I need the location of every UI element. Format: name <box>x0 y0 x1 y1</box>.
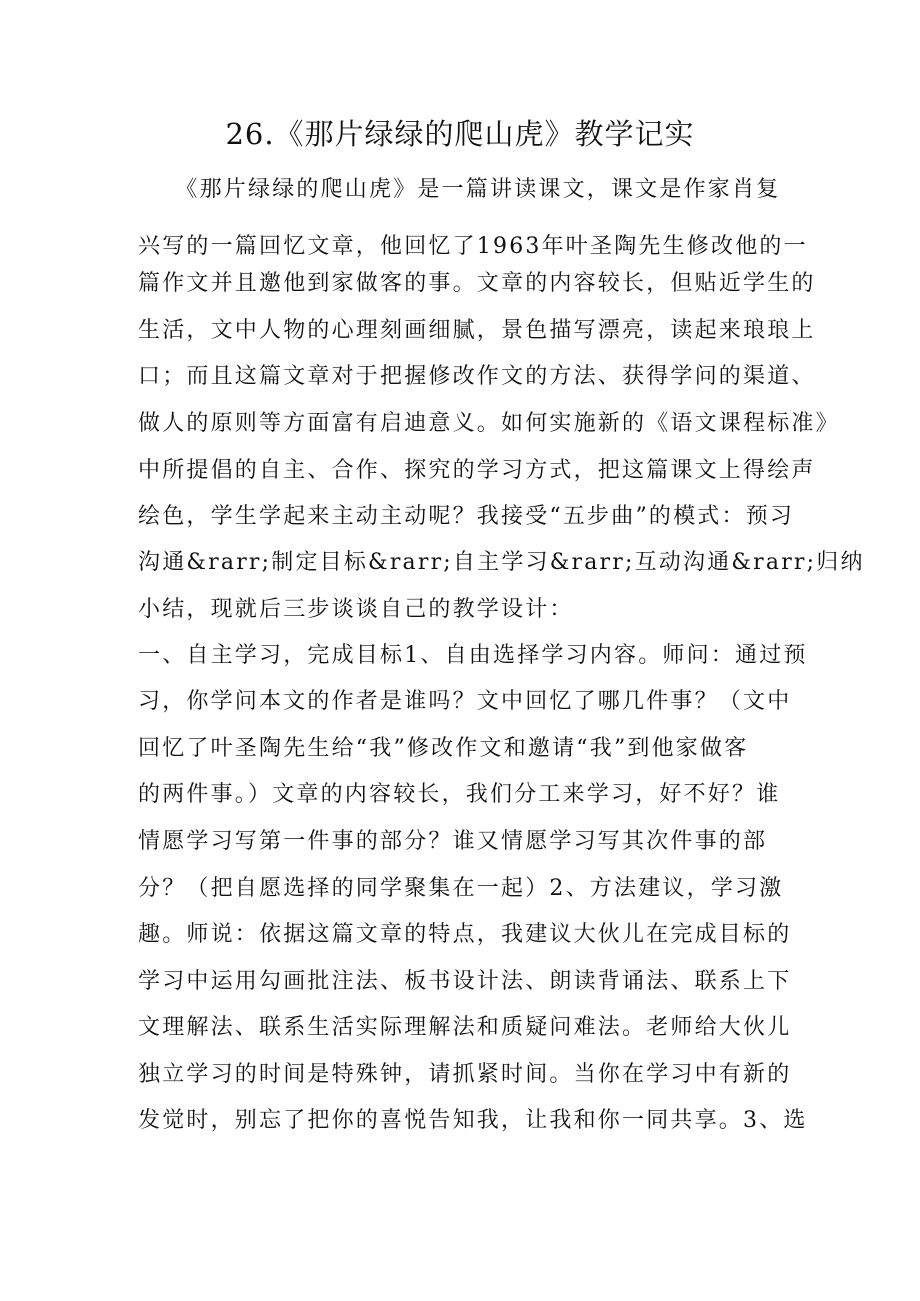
paragraph-line: 中所提倡的自主、合作、探究的学习方式，把这篇课文上得绘声 <box>138 458 816 483</box>
paragraph-line: 情愿学习写第一件事的部分？谁又情愿学习写其次件事的部 <box>138 829 768 854</box>
paragraph-line: 绘色，学生学起来主动主动呢？我接受“五步曲”的模式：预习 <box>138 504 795 529</box>
paragraph-line: 回忆了叶圣陶先生给“我”修改作文和邀请“我”到他家做客 <box>138 736 749 761</box>
paragraph-line: 小结，现就后三步谈谈自己的教学设计： <box>138 597 574 622</box>
paragraph-line: 分？（把自愿选择的同学聚集在一起）2、方法建议，学习激 <box>138 876 784 901</box>
paragraph-line: 《那片绿绿的爬山虎》是一篇讲读课文，课文是作家肖复 <box>138 177 781 202</box>
paragraph-line: 趣。师说：依据这篇文章的特点，我建议大伙儿在完成目标的 <box>138 922 792 947</box>
paragraph-line: 沟通&rarr;制定目标&rarr;自主学习&rarr;互动沟通&rarr;归纳 <box>138 550 865 575</box>
paragraph-line: 篇作文并且邀他到家做客的事。文章的内容较长，但贴近学生的 <box>138 271 816 296</box>
paragraph-line: 做人的原则等方面富有启迪意义。如何实施新的《语文课程标准》 <box>138 411 840 436</box>
paragraph-line: 学习中运用勾画批注法、板书设计法、朗读背诵法、联系上下 <box>138 969 792 994</box>
paragraph-line: 的两件事。）文章的内容较长，我们分工来学习，好不好？谁 <box>138 782 781 807</box>
paragraph-line: 独立学习的时间是特殊钟，请抓紧时间。当你在学习中有新的 <box>138 1062 792 1087</box>
paragraph-line: 一、自主学习，完成目标1、自由选择学习内容。师问：通过预 <box>138 643 808 668</box>
paragraph-line: 生活，文中人物的心理刻画细腻，景色描写漂亮，读起来琅琅上 <box>138 318 816 343</box>
paragraph-line: 兴写的一篇回忆文章，他回忆了1963年叶圣陶先生修改他的一 <box>138 234 808 259</box>
paragraph-line: 口；而且这篇文章对于把握修改作文的方法、获得学问的渠道、 <box>138 364 816 389</box>
paragraph-line: 习，你学问本文的作者是谁吗？文中回忆了哪几件事？（文中 <box>138 689 792 714</box>
document-title: 26.《那片绿绿的爬山虎》教学记实 <box>225 117 695 151</box>
paragraph-line: 文理解法、联系生活实际理解法和质疑问难法。老师给大伙儿 <box>138 1015 792 1040</box>
paragraph-line: 发觉时，别忘了把你的喜悦告知我，让我和你一同共享。3、选 <box>138 1108 808 1133</box>
